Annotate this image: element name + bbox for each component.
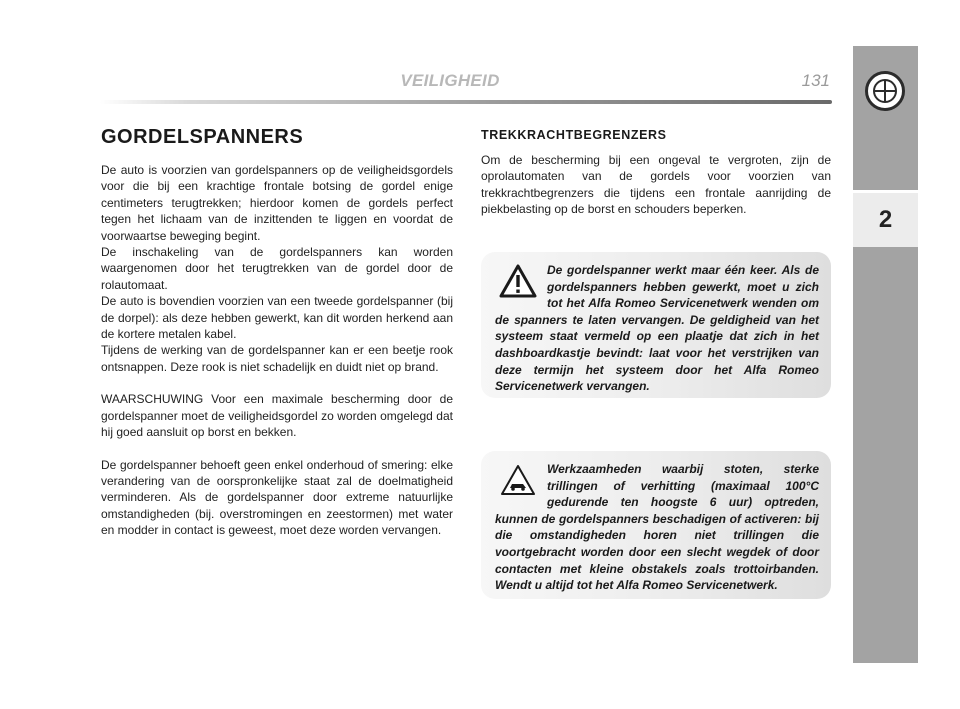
warning-triangle-icon [499,264,537,298]
paragraph: De gordelspanner behoeft geen enkel onderhoud of smering: elke verandering van de oorspronkelijke staat zal de doelmatigheid verminderen. Als de gordelspanner door extreme natuurlijke omstandigheden (bij. overstromingen en zeestormen) met water en modder in contact is geweest, moet deze worden vervangen. [101,457,453,538]
section-heading-gordelspanners: GORDELSPANNERS [101,126,304,148]
header-rule [100,100,832,104]
chapter-number: 2 [878,206,893,233]
paragraph-warning: WAARSCHUWING Voor een maximale bescherming door de gordelspanner moet de veiligheidsgordel zo worden omgelegd dat hij goed aansluit op borst en bekken. [101,392,453,440]
warning-box-2 [481,451,831,599]
paragraph: De auto is bovendien voorzien van een tweede gordelspanner (bij de dorpel): als deze hebben gewerkt, kan dit worden herkend aan de kortere metalen kabel. [101,294,453,342]
warning-text-1: De gordelspanner werkt maar één keer. Als de gordelspanners hebben gewerkt, moet u zich tot het Alfa Romeo Servicenetwerk wenden om de spanners te laten vervangen. De geldigheid van het systeem staat vermeld op een plaatje dat zich in het dashboardkastje bevindt: laat voor het verstrijken van deze termijn het systeem door het Alfa Romeo Servicenetwerk vervangen. [495,263,819,394]
alfa-romeo-logo-icon [865,71,905,111]
caution-car-triangle-icon [499,463,537,497]
chapter-indicator [853,193,918,247]
paragraph: Tijdens de werking van de gordelspanner kan er een beetje rook ontsnappen. Deze rook is niet schadelijk en duidt niet op brand. [101,343,453,374]
right-column-intro: Om de bescherming bij een ongeval te vergroten, zijn de oprolautomaten van de gordels voor voorzien van trekkrachtbegrenzers die tijdens een frontale aanrijding de piekbelasting op de borst en schouders beperken. [481,153,831,217]
page-section-title: VEILIGHEID [400,71,500,90]
left-column-body [101,162,453,539]
warning-box-1 [481,252,831,398]
paragraph: De auto is voorzien van gordelspanners op de veiligheidsgordels voor die bij een krachtige frontale botsing de gordel enige centimeters terugtrekken; hierdoor komen de gordels perfect tegen het lichaam van de inzittenden te liggen en voordat de voorwaartse beweging begint. [101,163,453,243]
warning-text-2: Werkzaamheden waarbij stoten, sterke trillingen of verhitting (maximaal 100°C gedurende ten hoogste 6 uur) optreden, kunnen de gordelspanners beschadigen of activeren: bij die omstandigheden horen niet trillingen die voortgebracht worden door een slecht wegdek of door contacten met kleine obstakels zoals trottoirbanden. Wendt u altijd tot het Alfa Romeo Servicenetwerk. [495,462,819,593]
page-number: 131 [801,71,830,90]
paragraph: De inschakeling van de gordelspanners kan worden waargenomen door het terugtrekken van de gordel door de rolautomaat. [101,245,453,292]
side-tab [853,46,918,663]
section-heading-trekkrachtbegrenzers: TREKKRACHTBEGRENZERS [481,128,667,142]
